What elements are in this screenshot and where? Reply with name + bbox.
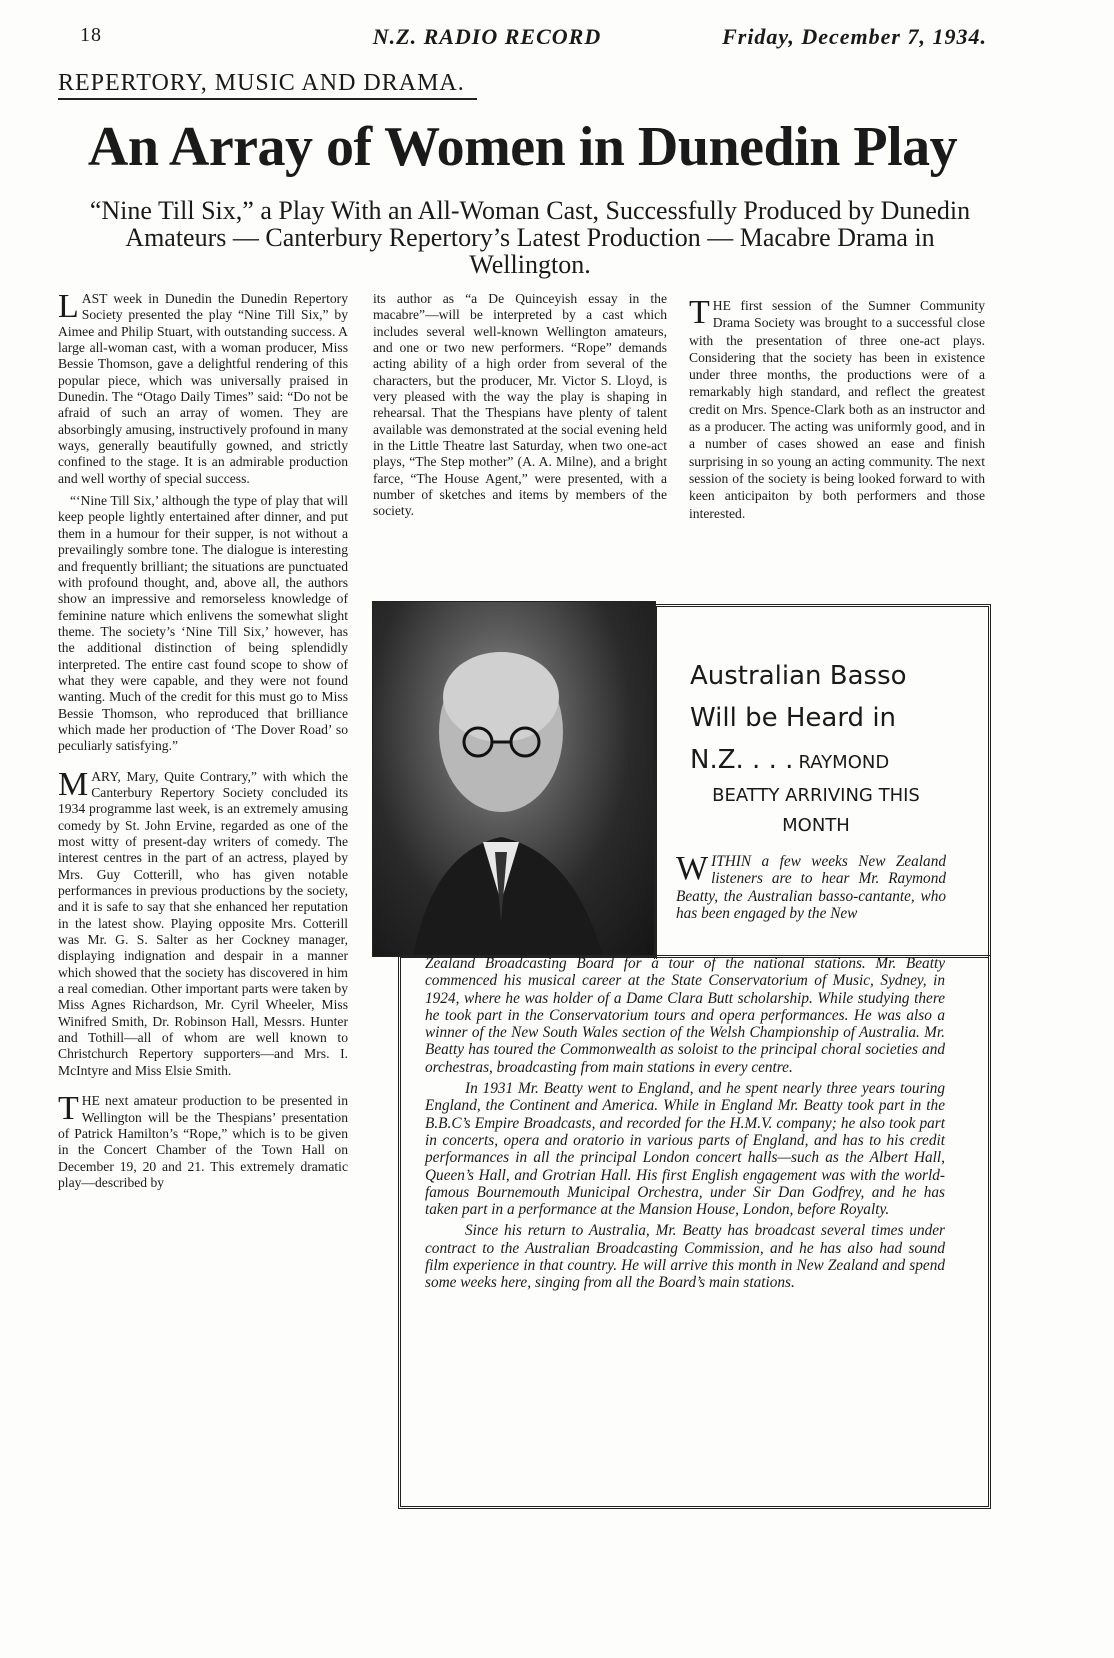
paragraph xyxy=(58,288,348,487)
paragraph-text: HE first session of the Sumner Community Drama Society was brought to a successful close with the presentation of three one-act plays. Considering that the society has been in existence under three months, the productions were of a remarkably high standard, and reflect the greatest credit on Mrs. Spence-Clark both as an instructor and as a producer. The acting was uniformly good, and in a number of cases showed an ease and finish surprising in so young an acting community. The next session of the society is being looked forward to with keen anticipaiton by both performers and those interested. xyxy=(689,298,985,521)
title-line: MONTH xyxy=(782,815,850,836)
title-line: RAYMOND xyxy=(798,752,890,773)
title-line: Will be Heard in xyxy=(690,703,897,733)
drop-cap: W xyxy=(676,850,709,887)
paragraph: Zealand Broadcasting Board for a tour of the national stations. Mr. Beatty commenced his musical career at the State Conservatorium of Music, Sydney, in 1924, where he was holder of a Dame Clara Butt scholarship. While studying there he took part in the Conservatorium tours and opera performances. He was also a winner of the New South Wales section of the Welsh Championship of Australia. Mr. Beatty has toured the Commonwealth as soloist to the principal choral societies and orchestras, broadcasting from main stations in every centre. xyxy=(425,955,945,1076)
feature-box-title xyxy=(690,655,942,841)
paragraph xyxy=(58,765,348,1080)
title-line: Australian Basso xyxy=(690,661,907,691)
paragraph: In 1931 Mr. Beatty went to England, and he spent nearly three years touring England, the Continent and America. While in England Mr. Beatty took part in the B.B.C’s Empire Broadcasts, and recorded for the H.M.V. company; he also took part in concerts, opera and oratorio in various parts of England, and has to his credit performances in all the principal London concert halls—such as the Albert Hall, Queen’s Hall, and Grotrian Hall. His first English engagement was with the world-famous Bournemouth Municipal Orchestra, under Sir Dan Godfrey, and he has taken part in a performance at the Mansion House, London, before Royalty. xyxy=(425,1080,945,1219)
paragraph-text: AST week in Dunedin the Dunedin Repertory Society presented the play “Nine Till Six,” by Aimee and Philip Stuart, with outstanding success. A large all-woman cast, with a woman producer, Miss Bessie Thomson, gave a delightful rendering of this popular piece, which was universally praised in Dunedin. The “Otago Daily Times” said: “Do not be afraid of such an array of women. They are absorbingly amusing, instructively profound in many ways, generally beautifully gowned, and strictly confined to the stage. It is an admirable production and well worthy of special success. xyxy=(58,291,348,486)
paragraph xyxy=(58,1090,348,1191)
article-column-3 xyxy=(689,294,985,528)
portrait-figure-icon xyxy=(373,602,655,956)
page-number: 18 xyxy=(80,24,102,46)
section-title: REPERTORY, MUSIC AND DRAMA. xyxy=(58,68,477,100)
title-line: BEATTY ARRIVING THIS xyxy=(712,785,920,806)
paragraph: Since his return to Australia, Mr. Beatty has broadcast several times under contract to the Australian Broadcasting Commission, and he has also had sound film experience in that country. He will arrive this month in New Zealand and spend some weeks here, singing from all the Board’s main stations. xyxy=(425,1222,945,1292)
headline: An Array of Women in Dunedin Play xyxy=(87,116,958,178)
subheadline: “Nine Till Six,” a Play With an All-Woman Cast, Successfully Produced by Dunedin Amateurs — Canterbury Repertory’s Latest Production — Macabre Drama in Wellington. xyxy=(89,196,971,279)
article-column-1 xyxy=(58,288,348,1197)
drop-cap: L xyxy=(58,288,79,325)
issue-date: Friday, December 7, 1934. xyxy=(722,24,987,49)
paragraph: its author as “a De Quinceyish essay in the macabre”—will be interpreted by a cast which includes several well-known Wellington amateurs, and one or two new performers. “Rope” demands acting ability of a high order from several of the characters, but the producer, Mr. Victor S. Lloyd, is very pleased with the way the play is shaping in rehearsal. That the Thespians have plenty of talent available was demonstrated at the social evening held in the Little Theatre last Saturday, when two one-act plays, “The Step mother” (A. A. Milne), and a bright farce, “The House Agent,” were presented, with a number of sketches and items by members of the society. xyxy=(373,291,667,519)
paragraph-text: ITHIN a few weeks New Zealand listeners are to hear Mr. Raymond Beatty, the Australian basso-cantante, who has been engaged by the New xyxy=(676,853,946,922)
drop-cap: M xyxy=(58,765,89,803)
article-column-2 xyxy=(373,291,667,526)
drop-cap: T xyxy=(689,294,710,331)
masthead: N.Z. RADIO RECORD xyxy=(372,24,602,49)
paragraph-text: HE next amateur production to be presented in Wellington will be the Thespians’ presentation of Patrick Hamilton’s “Rope,” which is to be given in the Concert Chamber of the Town Hall on December 19, 20 and 21. This extremely dramatic play—described by xyxy=(58,1093,348,1190)
paragraph-text: ARY, Mary, Quite Contrary,” with which the Canterbury Repertory Society concluded its 1934 programme last week, is an extremely amusing comedy by St. John Ervine, regarded as one of the most witty of present-day writers of comedy. The interest centres in the part of an actress, played by Mrs. Guy Cotterill, who has given notable performances in previous productions by the society, and it is safe to say that she enhanced her reputation in the latest show. Playing opposite Mrs. Cotterill was Mr. G. S. Salter as her Cockney manager, displaying indignation and despair in a manner which showed that the society has discovered in him a real comedian. Other important parts were taken by Miss Agnes Richardson, Mr. Cyril Wheeler, Miss Winifred Smith, Dr. Robinson Hall, Messrs. Hunter and Tothill—all of whom are well known to Christchurch Repertory supporters—and Mrs. I. McIntyre and Miss Elsie Smith. xyxy=(58,768,348,1078)
feature-box-body xyxy=(425,955,945,1296)
paragraph xyxy=(676,850,946,922)
title-line: N.Z. . . . xyxy=(690,745,794,775)
drop-cap: T xyxy=(58,1090,79,1128)
paragraph: “‘Nine Till Six,’ although the type of play that will keep people lightly entertained after dinner, and put them in a humour for their supper, is not without a prevailingly sombre tone. The dialogue is interesting and frequently brilliant; the situations are punctuated with profound thought, and, above all, the authors show an impressive and remorseless knowledge of feminine nature which enlivens the somewhat slight theme. The society’s ‘Nine Till Six,’ however, has the additional distinction of being splendidly interpreted. The entire cast found scope to show of what they were capable, and they were not found wanting. Much of the credit for this must go to Miss Bessie Thomson, who reproduced that brilliance which made her production of ‘The Dover Road’ so peculiarly satisfying.” xyxy=(58,493,348,754)
paragraph xyxy=(689,294,985,522)
portrait-photo xyxy=(372,601,656,957)
feature-box-intro xyxy=(676,850,946,926)
